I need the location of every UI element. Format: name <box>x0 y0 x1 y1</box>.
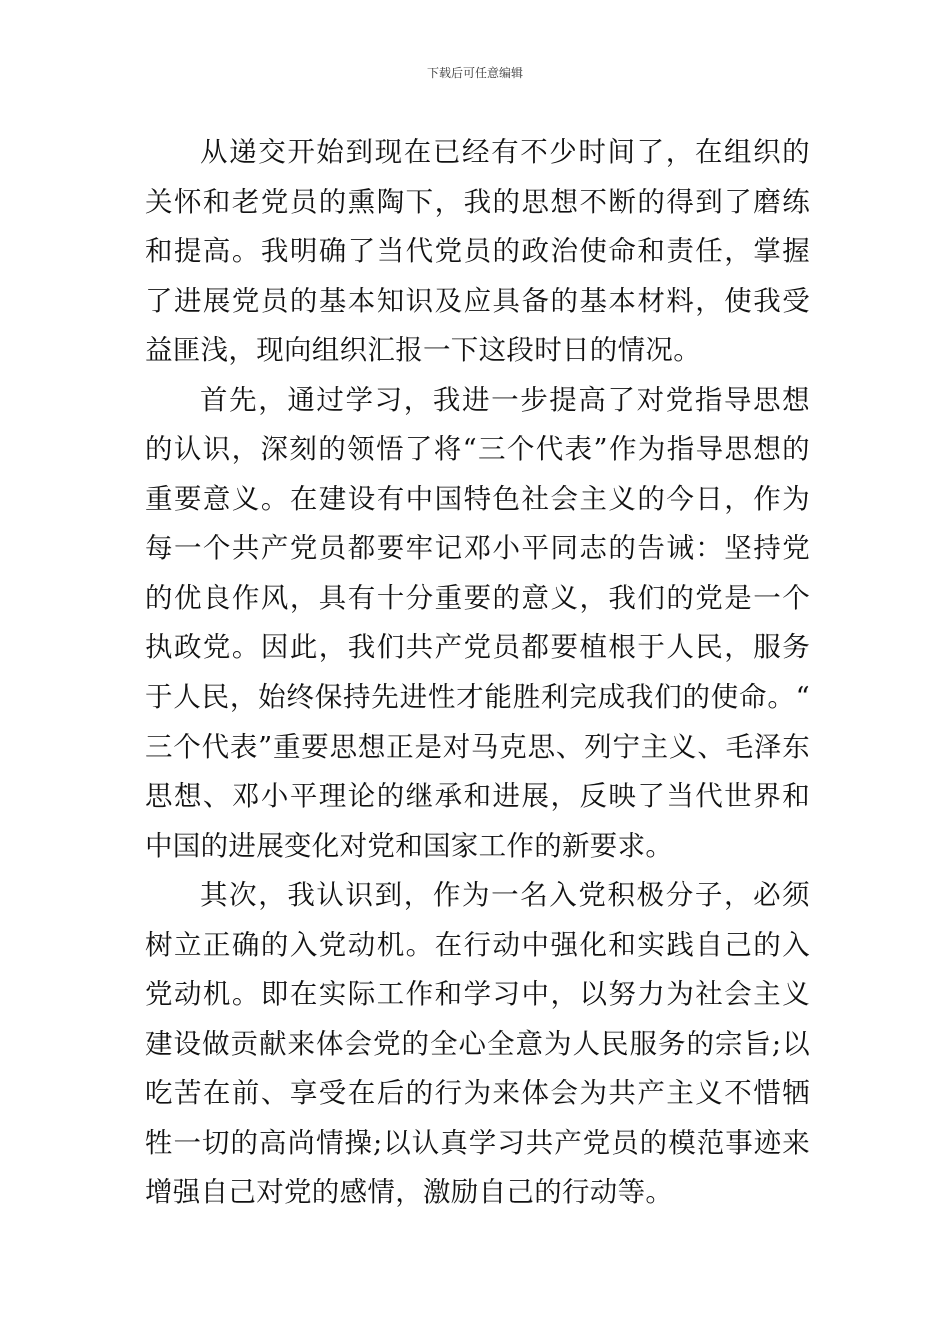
paragraph-1: 从递交开始到现在已经有不少时间了，在组织的关怀和老党员的熏陶下，我的思想不断的得到了磨练和提高。我明确了当代党员的政治使命和责任，掌握了进展党员的基本知识及应具备的基本材料，使我受益匪浅，现向组织汇报一下这段时日的情况。 <box>145 136 810 367</box>
header-note: 下载后可任意编辑 <box>426 66 523 80</box>
paragraph-3: 其次，我认识到，作为一名入党积极分子，必须树立正确的入党动机。在行动中强化和实践自己的入党动机。即在实际工作和学习中，以努力为社会主义建设做贡献来体会党的全心全意为人民服务的宗旨;以吃苦在前、享受在后的行为来体会为共产主义不惜牺牲一切的高尚情操;以认真学习共产党员的模范事迹来增强自己对党的感情，激励自己的行动等。 <box>145 879 810 1209</box>
body-text <box>145 128 810 1218</box>
paragraph-2: 首先，通过学习，我进一步提高了对党指导思想的认识，深刻的领悟了将“三个代表”作为指导思想的重要意义。在建设有中国特色社会主义的今日，作为每一个共产党员都要牢记邓小平同志的告诫：坚持党的优良作风，具有十分重要的意义，我们的党是一个执政党。因此，我们共产党员都要植根于人民，服务于人民，始终保持先进性才能胜利完成我们的使命。“三个代表”重要思想正是对马克思、列宁主义、毛泽东思想、邓小平理论的继承和进展，反映了当代世界和中国的进展变化对党和国家工作的新要求。 <box>145 383 810 862</box>
